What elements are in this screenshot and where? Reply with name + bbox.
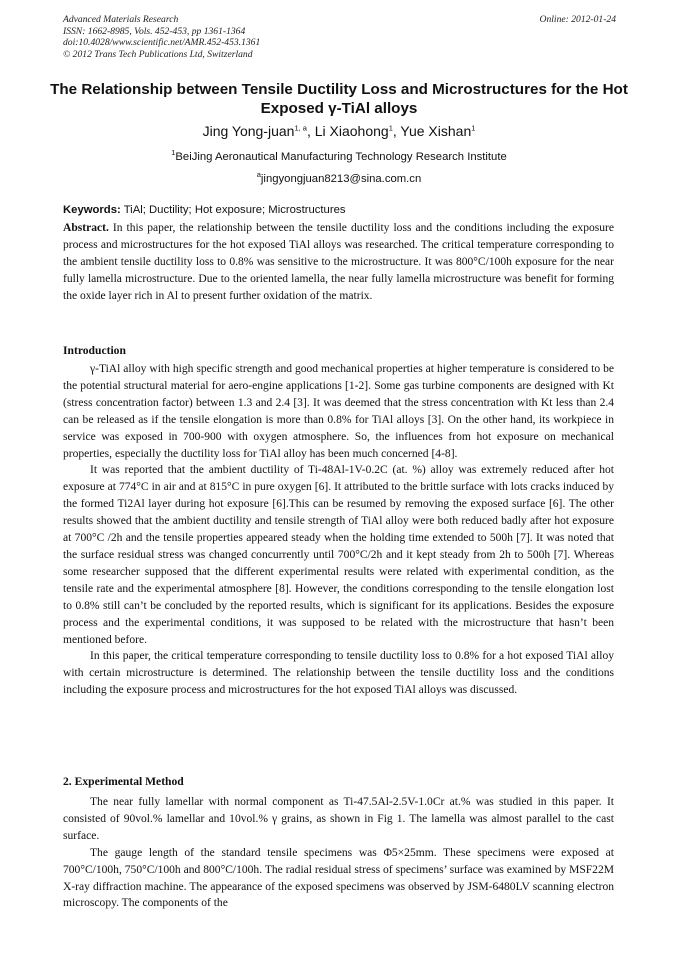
paragraph: γ-TiAl alloy with high specific strength and good mechanical properties at higher temperature is considered to be the potential structural material for aero-engine applications [1-2]. Some gas turbine components are designed with Kt (stress concentration factor) between 1.3 and 2.4 [3]. It was deemed that the stress concentration with Kt less than 2.4 can be released as if the tensile elongation is more than 0.8% for TiAl alloys [3]. On the other hand, its workpiece in service was exposed in 700-900 with oxygen atmosphere. So, the influences from hot exposure on mechanical properties, especially the ductility loss for TiAl alloy has been much concerned [4-8]. [63,363,614,460]
author-affiliation-mark: 1 [471,123,476,133]
paper-title: The Relationship between Tensile Ductility Loss and Microstructures for the Hot Exposed γ-TiAl alloys [50,81,628,117]
copyright-line: © 2012 Trans Tech Publications Ltd, Switzerland [63,48,253,60]
section-heading-introduction: Introduction [63,344,126,357]
author-affiliation-mark: 1, a [294,123,307,133]
author-email [0,172,678,187]
author-name: Li Xiaohong [314,123,389,139]
abstract-text: In this paper, the relationship between the tensile ductility loss and the conditions including the exposure process and microstructures for the hot exposed TiAl alloys was researched. The critical temperature corresponding to the ambient tensile ductility loss to 0.8% was sensitive to the microstructure. It was 800°C/100h exposure for the near fully lamella microstructure. Due to the oriented lamella, the near fully lamella microstructure was benefit for forming the oxide layer rich in Al to present further oxidation of the matrix. [63,222,614,302]
email-mark: a [256,170,261,180]
journal-header [63,14,260,60]
online-date: Online: 2012-01-24 [539,14,616,25]
paragraph: The near fully lamellar with normal component as Ti-47.5Al-2.5V-1.0Cr at.% was studied in this paper. It consisted of 90vol.% lamellar and 10vol.% γ grains, as shown in Fig 1. The lamella was almost parallel to the cast surface. [63,796,614,842]
author-name: Yue Xishan [400,123,472,139]
paragraph: It was reported that the ambient ductility of Ti-48Al-1V-0.2C (at. %) alloy was extremely reduced after hot exposure at 774°C in air and at 815°C in pure oxygen [6]. It attributed to the brittle surface with lots cracks induced by the formed Ti2Al layer during hot exposure [6].This can be resumed by removing the exposed surface [6]. The other results showed that the ambient ductility and tensile strength of TiAl alloy were both reduced badly after hot exposure at 700°C /2h and the tensile properties appeared steady when the holding time extended to 500h [7]. It was noted that the surface residual stress was changed concurrently until 700°C/2h and it kept steady from 2h to 500h [7]. Whereas some researcher supposed that the different experimental results were related with experimental condition, as the tensile rate and the experimental atmosphere [8]. However, the conditions corresponding to the tensile elongation lost to 0.8% still can’t be concluded by the reported results, which is significant for its applications. Besides the exposure process and the experimental conditions, it was supposed to be related with the microstructure that hasn’t been mentioned before. [63,464,614,646]
affiliation [0,150,678,165]
author-list [0,122,678,140]
abstract-paragraph [63,220,614,305]
issn-line: ISSN: 1662-8985, Vols. 452-453, pp 1361-1364 [63,25,246,37]
abstract [63,220,614,305]
affiliation-mark: 1 [171,148,176,158]
doi-line: doi:10.4028/www.scientific.net/AMR.452-453.1361 [63,37,261,48]
keywords-text: TiAl; Ductility; Hot exposure; Microstructures [120,204,346,216]
affiliation-text: BeiJing Aeronautical Manufacturing Technology Research Institute [175,151,507,163]
experimental-body [63,794,614,912]
paragraph: The gauge length of the standard tensile specimens was Φ5×25mm. These specimens were exposed at 700°C/100h, 750°C/100h and 800°C/100h. The radial residual stress of specimens’ surface was examined by MSF22M X-ray diffraction machine. The appearance of the exposed specimens was observed by JSM-6480LV scanning electron microscopy. The components of the [63,846,614,910]
author-affiliation-mark: 1 [388,123,393,133]
paragraph: In this paper, the critical temperature corresponding to tensile ductility loss to 0.8% for a hot exposed TiAl alloy with certain microstructure is determined. The relationship between the tensile ductility loss and the conditions including the exposure process and microstructures for the hot exposed TiAl alloys was discussed. [63,650,614,697]
journal-name: Advanced Materials Research [63,14,179,25]
author-name: Jing Yong-juan [202,123,295,139]
author-separator: , [392,123,401,139]
introduction-body [63,361,614,699]
keywords [63,203,346,218]
email-text: jingyongjuan8213@sina.com.cn [260,173,422,185]
keywords-label: Keywords: [63,204,121,216]
section-heading-experimental: 2. Experimental Method [63,775,184,788]
author-separator: , [306,123,315,139]
abstract-label: Abstract. [63,222,109,234]
